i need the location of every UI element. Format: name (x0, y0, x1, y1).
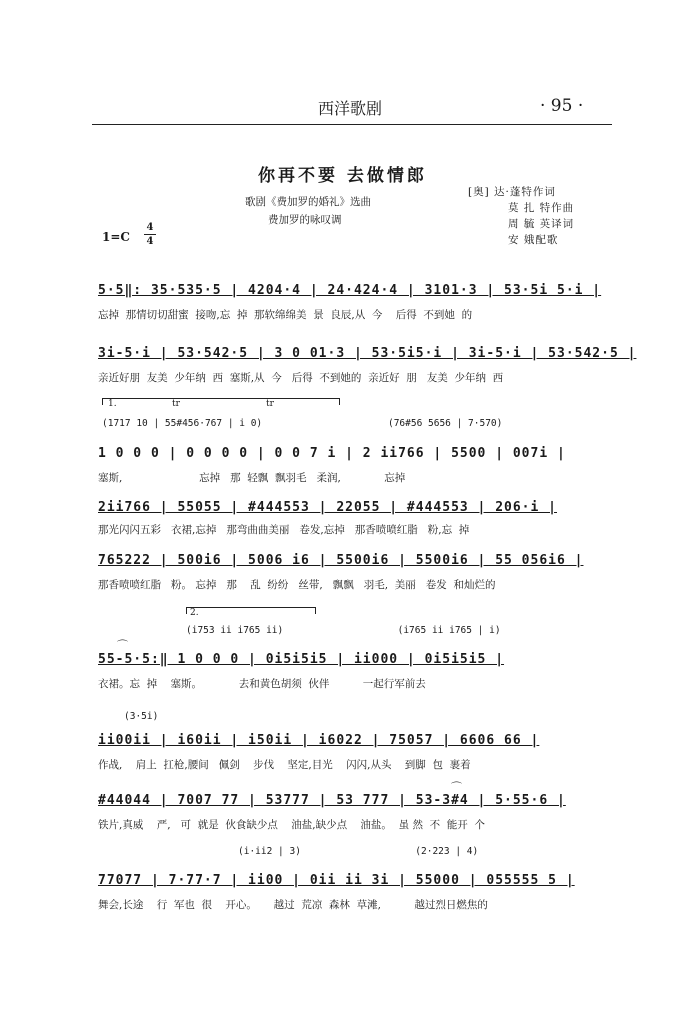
annotation-line-6: (i753 ii i765 ii) (i765 ii i765 | i) (186, 625, 501, 636)
credit-lyricist: [奥] 达·蓬特作词 (468, 186, 556, 198)
score-line-8: #44044 | 7007 77 | 53777 | 53 777 | 53-3#4 | 5·55·6 | (98, 793, 566, 808)
time-signature (144, 222, 156, 247)
score-line-4: 2ii766 | 55055 | #444553 | 22055 | #444553 | 206·i | (98, 500, 557, 515)
score-line-3: 1 0 0 0 | 0 0 0 0 | 0 0 7 i | 2 ii766 | 5500 | 007i | (98, 446, 566, 461)
volta-1-label: 1. (108, 399, 117, 409)
credit-translator: 周 毓 英译词 (508, 218, 575, 230)
annotation-line-7: (3·5i) (124, 711, 159, 722)
volta-1-bracket (102, 398, 340, 405)
key-signature: 1=C (102, 230, 130, 244)
running-head (0, 96, 699, 124)
score-line-2: 3i-5·i | 53·542·5 | 3 0 01·3 | 53·5i5·i | 3i-5·i | 53·542·5 | (98, 346, 637, 361)
annotation-line-3: (1717 10 | 55#456·767 | i 0) (76#56 5656 | 7·570) (102, 418, 503, 429)
volta-2-label: 2. (190, 608, 199, 618)
song-title: 你再不要 去做情郎 (258, 166, 427, 186)
song-source: 歌剧《费加罗的婚礼》选曲 (245, 196, 371, 208)
trill-mark-2: tr (266, 399, 274, 409)
lyric-line-8: 铁片,真威 严, 可 就是 伙食缺少点 油盐,缺少点 油盐。 虽 然 不 能开 个 (98, 819, 485, 831)
score-line-5: 765222 | 500i6 | 5006 i6 | 5500i6 | 5500i6 | 55 056i6 | (98, 553, 584, 568)
score-line-1: 5·5‖: 35·535·5 | 4204·4 | 24·424·4 | 3101·3 | 53·5i 5·i | (98, 283, 602, 298)
lyric-line-4: 那光闪闪五彩 衣裙,忘掉 那弯曲曲美丽 卷发,忘掉 那香喷喷红脂 粉,忘 掉 (98, 524, 470, 536)
lyric-line-5: 那香喷喷红脂 粉。 忘掉 那 乱 纷纷 丝带, 飘飘 羽毛, 美丽 卷发 和灿烂的 (98, 579, 496, 591)
score-line-7: ii00ii | i60ii | i50ii | i6022 | 75057 | 6606 66 | (98, 733, 540, 748)
time-sig-bottom: 4 (146, 236, 154, 247)
time-sig-bar (144, 234, 156, 235)
trill-mark-1: tr (172, 399, 180, 409)
lyric-line-7: 作战, 肩上 扛枪,腰间 佩剑 步伐 坚定,目光 闪闪,从头 到脚 包 裹着 (98, 759, 471, 771)
score-line-9: 77077 | 7·77·7 | ii00 | 0ii ii 3i | 55000 | 055555 5 | (98, 873, 575, 888)
lyric-line-3: 塞斯, 忘掉 那 轻飘 飘羽毛 柔润, 忘掉 (98, 472, 406, 484)
page-number: · 95 · (540, 96, 584, 116)
aria-name: 费加罗的咏叹调 (268, 214, 342, 226)
annotation-line-9: (i·ii2 | 3) (2·223 | 4) (238, 846, 479, 857)
fermata-mark-2: ⌒ (451, 781, 462, 794)
credit-composer: 莫 扎 特作曲 (508, 202, 575, 214)
lyric-line-9: 舞会,长途 行 军也 很 开心。 越过 荒凉 森林 草滩, 越过烈日燃焦的 (98, 899, 488, 911)
fermata-mark-1: ⌒ (117, 639, 128, 652)
lyric-line-1: 忘掉 那情切切甜蜜 接吻,忘 掉 那软绵绵美 景 良辰,从 今 后得 不到她 的 (98, 309, 473, 321)
header-rule (92, 124, 612, 125)
score-line-6: 55-5·5:‖ 1 0 0 0 | 0i5i5i5 | ii000 | 0i5i5i5 | (98, 652, 505, 667)
lyric-line-2: 亲近好朋 友美 少年纳 西 塞斯,从 今 后得 不到她的 亲近好 朋 友美 少年纳 西 (98, 372, 504, 384)
lyric-line-6: 衣裙。忘 掉 塞斯。 去和黄色胡须 伙伴 一起行军前去 (98, 678, 426, 690)
credit-arranger: 安 娥配歌 (508, 234, 559, 246)
time-sig-top: 4 (146, 222, 154, 233)
book-title: 西洋歌剧 (318, 99, 383, 118)
volta-2-bracket (186, 607, 316, 614)
